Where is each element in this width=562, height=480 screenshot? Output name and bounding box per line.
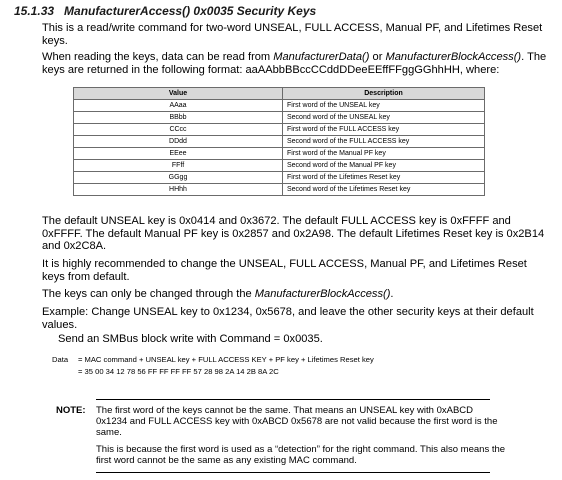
- change-text-part2: .: [390, 288, 394, 300]
- data-bytes-line: = 35 00 34 12 78 56 FF FF FF FF 57 28 98 2A 14 2B 8A 2C: [78, 367, 279, 376]
- note-bottom-divider: [96, 472, 490, 473]
- read-text-part3: . The keys are returned in the following format: aaAAbbBBccCCddDDeeEEffFFggGGhhHH, where:: [42, 51, 547, 76]
- value-cell: DDdd: [74, 136, 283, 148]
- value-column-header: Value: [74, 88, 283, 100]
- security-key-table: [73, 87, 485, 196]
- note-text-1: The first word of the keys cannot be the same. That means an UNSEAL key with 0xABCD 0x1234 and FULL ACCESS key with 0xABCD 0x5678 are not valid because the first word is the same.: [96, 405, 498, 438]
- table-row: [74, 100, 485, 112]
- table-row: [74, 148, 485, 160]
- data-label: Data: [52, 355, 69, 364]
- table-header-row: [74, 88, 485, 100]
- table-row: [74, 112, 485, 124]
- read-text-part2: or: [369, 51, 386, 63]
- description-cell: Second word of the Manual PF key: [283, 160, 485, 172]
- change-keys-paragraph: [42, 288, 552, 301]
- description-cell: Second word of the Lifetimes Reset key: [283, 184, 485, 196]
- value-cell: FFff: [74, 160, 283, 172]
- default-keys-paragraph: The default UNSEAL key is 0x0414 and 0x3672. The default FULL ACCESS key is 0xFFFF and 0xFFFF. The default Manual PF key is 0x2857 and 0x2A98. The default Lifetimes Reset key is 0x2B14 and 0x2C8A.: [42, 215, 545, 252]
- manufacturer-block-access-command: ManufacturerBlockAccess(): [385, 51, 522, 63]
- note-text-2: This is because the first word is used as a “detection” for the right command. This also means the first word cannot be the same as any existing MAC command.: [96, 444, 506, 466]
- data-formula-line: = MAC command + UNSEAL key + FULL ACCESS KEY + PF key + Lifetimes Reset key: [78, 355, 374, 364]
- value-cell: BBbb: [74, 112, 283, 124]
- description-cell: Second word of the FULL ACCESS key: [283, 136, 485, 148]
- read-text-part1: When reading the keys, data can be read from: [42, 51, 274, 63]
- value-cell: HHhh: [74, 184, 283, 196]
- example-paragraph: Example: Change UNSEAL key to 0x1234, 0x5678, and leave the other security keys at their default values.: [42, 306, 534, 331]
- description-cell: First word of the UNSEAL key: [283, 100, 485, 112]
- intro-paragraph: This is a read/write command for two-word UNSEAL, FULL ACCESS, Manual PF, and Lifetimes Reset keys.: [42, 22, 543, 47]
- description-cell: First word of the Manual PF key: [283, 148, 485, 160]
- note-label: NOTE:: [56, 405, 86, 416]
- note-top-divider: [96, 399, 490, 400]
- section-number: 15.1.33: [14, 4, 55, 18]
- description-column-header: Description: [283, 88, 485, 100]
- description-cell: Second word of the UNSEAL key: [283, 112, 485, 124]
- recommendation-paragraph: It is highly recommended to change the UNSEAL, FULL ACCESS, Manual PF, and Lifetimes Reset keys from default.: [42, 258, 527, 283]
- table-row: [74, 160, 485, 172]
- value-cell: AAaa: [74, 100, 283, 112]
- section-heading: [14, 4, 316, 18]
- manufacturer-block-access-command: ManufacturerBlockAccess(): [254, 288, 391, 300]
- section-title: ManufacturerAccess() 0x0035 Security Keys: [64, 4, 317, 18]
- value-cell: GGgg: [74, 172, 283, 184]
- read-keys-paragraph: [42, 51, 552, 76]
- change-text-part1: The keys can only be changed through the: [42, 288, 255, 300]
- value-cell: CCcc: [74, 124, 283, 136]
- table-row: [74, 172, 485, 184]
- smbus-send-line: Send an SMBus block write with Command = 0x0035.: [58, 333, 323, 345]
- table-row: [74, 184, 485, 196]
- description-cell: First word of the FULL ACCESS key: [283, 124, 485, 136]
- manufacturer-data-command: ManufacturerData(): [273, 51, 370, 63]
- table-row: [74, 136, 485, 148]
- description-cell: First word of the Lifetimes Reset key: [283, 172, 485, 184]
- table-row: [74, 124, 485, 136]
- value-cell: EEee: [74, 148, 283, 160]
